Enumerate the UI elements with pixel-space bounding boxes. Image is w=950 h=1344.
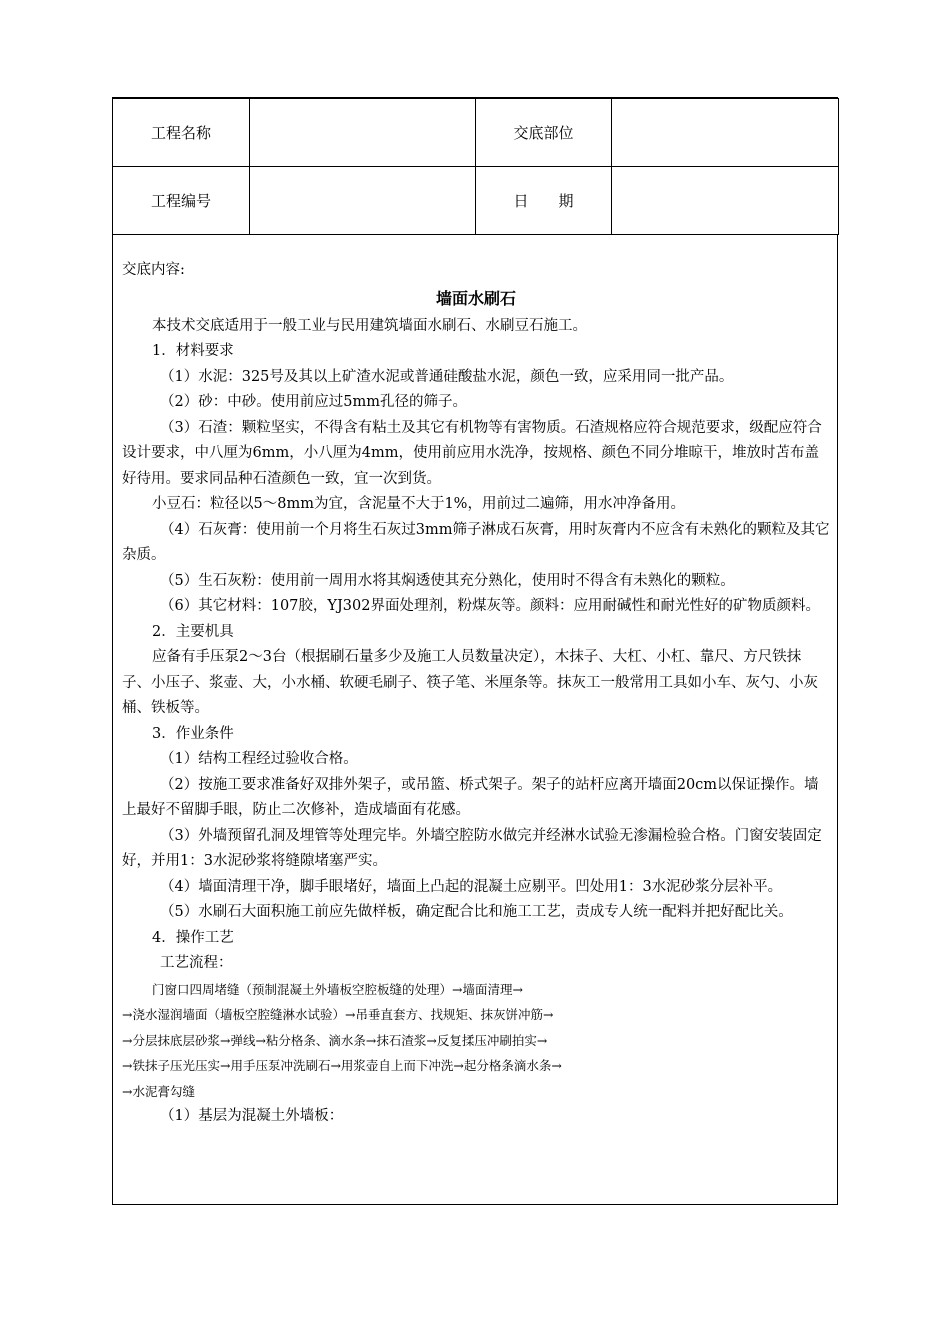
header-row-1 [113, 99, 839, 167]
section-1-item-6: （6）其它材料：107胶，YJ302界面处理剂，粉煤灰等。颜料：应用耐碱性和耐光性好的矿物质颜料。 [160, 598, 820, 614]
section-3-item-4: （4）墙面清理干净，脚手眼堵好，墙面上凸起的混凝土应剔平。凹处用1：3水泥砂浆分层补平。 [160, 878, 783, 895]
process-flow-line-2: →浇水湿润墙面（墙板空腔缝淋水试验）→吊垂直套方、找规矩、抹灰饼冲筋→ [122, 1007, 554, 1022]
date-field[interactable] [612, 167, 839, 235]
content-label: 交底内容: [122, 262, 185, 278]
section-2-heading: 2．主要机具 [152, 623, 234, 640]
project-name-field[interactable] [250, 99, 476, 167]
section-4-heading: 4．操作工艺 [152, 929, 234, 946]
handover-part-label: 交底部位 [476, 99, 612, 167]
section-1-item-1: （1）水泥：325号及其以上矿渣水泥或普通硅酸盐水泥，颜色一致，应采用同一批产品。 [160, 368, 734, 385]
header-row-2 [113, 167, 839, 235]
project-no-label: 工程编号 [113, 167, 250, 235]
handover-part-field[interactable] [612, 99, 839, 167]
section-2-paragraph: 应备有手压泵2～3台（根据刷石量多少及施工人员数量决定），木抹子、大杠、小杠、靠尺、方尺铁抹子、小压子、浆壶、大，小水桶、软硬毛刷子、筷子笔、米厘条等。抹灰工一般常用工具如小车、灰勺、小灰桶、铁板等。 [122, 649, 818, 716]
process-flow-line-1: 门窗口四周堵缝（预制混凝土外墙板空腔板缝的处理）→墙面清理→ [152, 981, 523, 997]
project-no-field[interactable] [250, 167, 476, 235]
section-1-item-2: （2）砂：中砂。使用前应过5mm孔径的筛子。 [160, 394, 467, 410]
section-3-item-3: （3）外墙预留孔洞及埋管等处理完毕。外墙空腔防水做完并经淋水试验无渗漏检验合格。门窗安装固定好，并用1：3水泥砂浆将缝隙堵塞严实。 [122, 827, 822, 869]
header-table [112, 98, 839, 235]
process-flow-line-4: →铁抹子压光压实→用手压泵冲洗刷石→用浆壶自上而下冲洗→起分格条滴水条→ [122, 1058, 562, 1073]
process-flow-line-3: →分层抹底层砂浆→弹线→粘分格条、滴水条→抹石渣浆→反复揉压冲刷拍实→ [122, 1032, 548, 1048]
section-3-heading: 3．作业条件 [152, 725, 234, 742]
intro-paragraph: 本技术交底适用于一般工业与民用建筑墙面水刷石、水刷豆石施工。 [152, 317, 587, 334]
section-1-item-4: （4）石灰膏：使用前一个月将生石灰过3mm筛子淋成石灰膏，用时灰膏内不应含有未熟化的颗粒及其它杂质。 [122, 521, 830, 563]
document-title: 墙面水刷石 [435, 288, 516, 308]
section-1-item-5: （5）生石灰粉：使用前一周用水将其焖透使其充分熟化，使用时不得含有未熟化的颗粒。 [160, 572, 735, 589]
section-1-heading: 1．材料要求 [152, 343, 234, 359]
section-1-item-pea-gravel: 小豆石：粒径以5～8mm为宜，含泥量不大于1%，用前过二遍筛，用水冲净备用。 [152, 496, 685, 512]
handover-content [122, 258, 830, 1130]
process-flow-line-5: →水泥膏勾缝 [122, 1083, 195, 1099]
section-3-item-2: （2）按施工要求准备好双排外架子，或吊篮、桥式架子。架子的站杆应离开墙面20cm以保证操作。墙上最好不留脚手眼，防止二次修补，造成墙面有花感。 [122, 776, 819, 818]
process-flow-title: 工艺流程： [160, 955, 233, 971]
section-3-item-1: （1）结构工程经过验收合格。 [160, 751, 358, 767]
section-4-item-1: （1）基层为混凝土外墙板： [160, 1108, 344, 1124]
date-label: 日 期 [476, 167, 612, 235]
section-3-item-5: （5）水刷石大面积施工前应先做样板，确定配合比和施工工艺，责成专人统一配料并把好配比关。 [160, 904, 793, 920]
section-1-item-3: （3）石渣：颗粒坚实，不得含有粘土及其它有机物等有害物质。石渣规格应符合规范要求，级配应符合设计要求，中八厘为6mm，小八厘为4mm，使用前应用水洗净，按规格、颜色不同分堆晾干，堆放时苫布盖好待用。要求同品种石渣颜色一致，宜一次到货。 [122, 419, 822, 487]
project-name-label: 工程名称 [113, 99, 250, 167]
